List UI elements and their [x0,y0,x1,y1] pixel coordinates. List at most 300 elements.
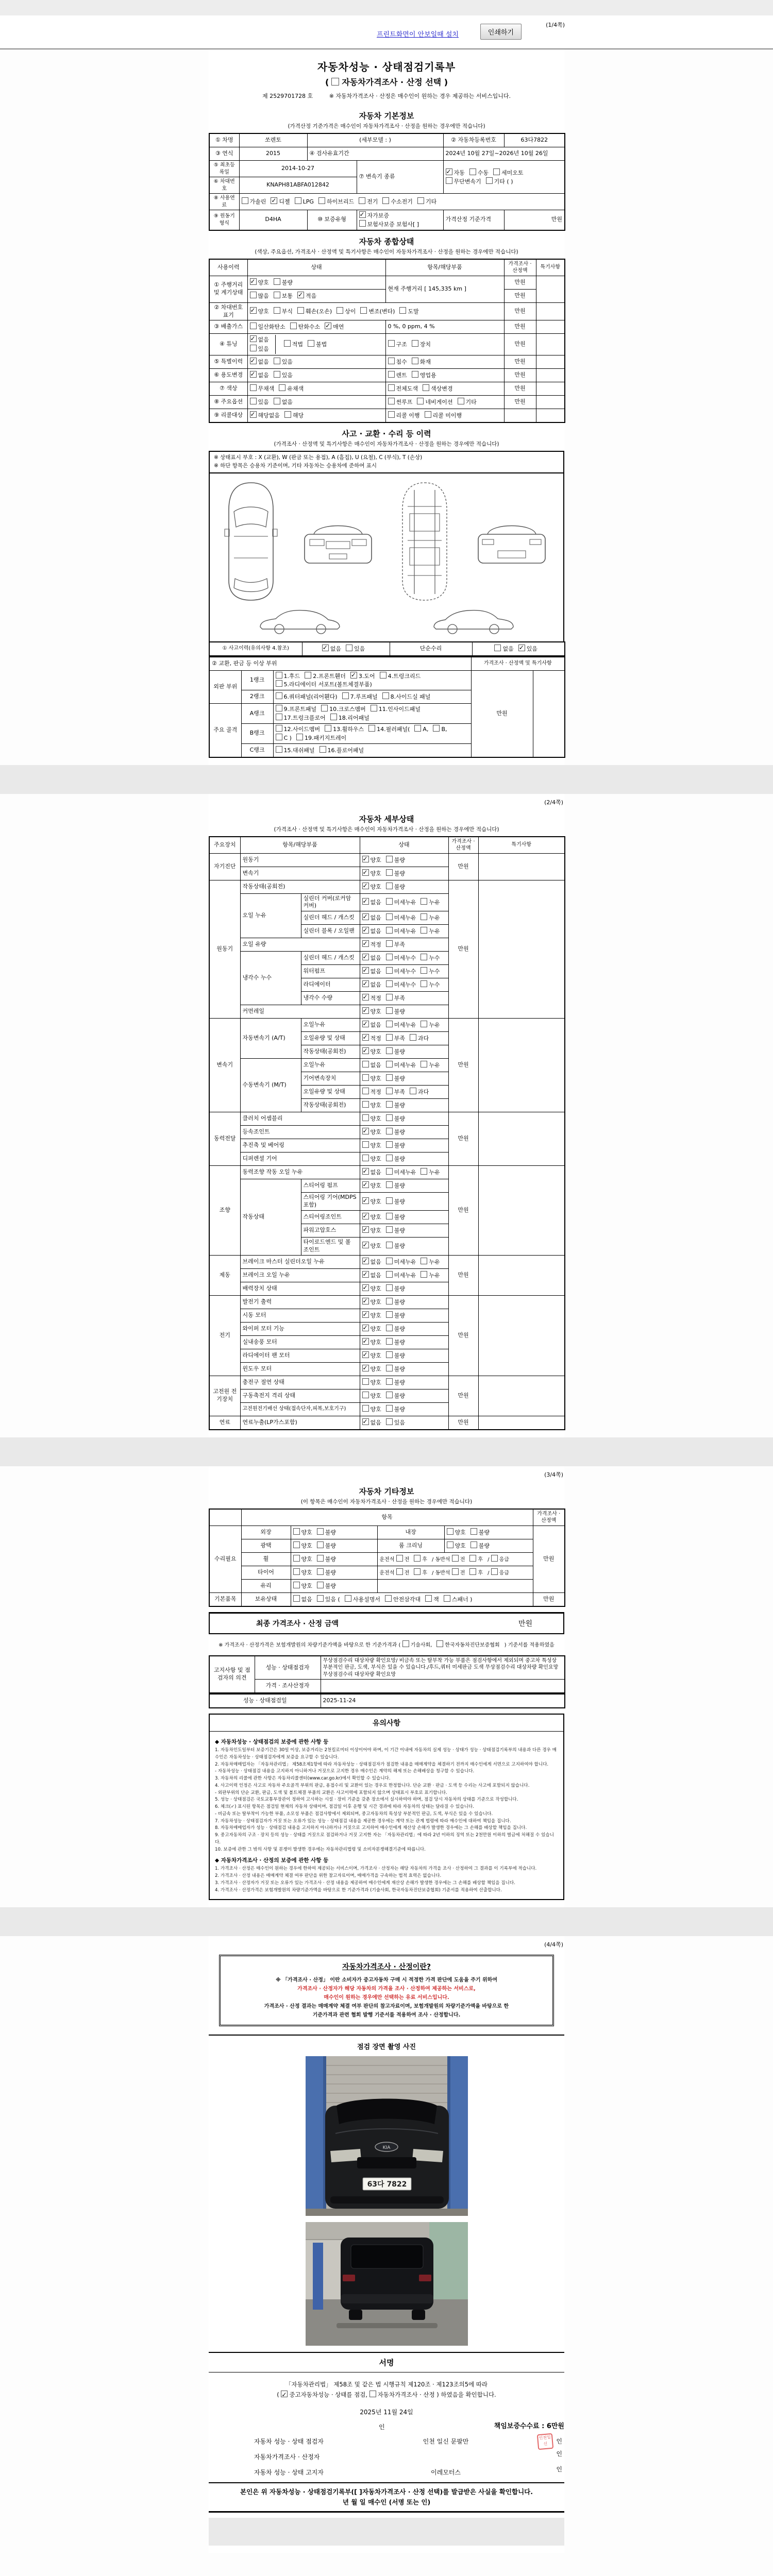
checkbox-option [396,1555,410,1564]
checkbox[interactable] [250,278,257,285]
checkbox-option [469,168,489,177]
checkbox-option [276,734,292,742]
checkbox[interactable] [290,323,297,329]
checkbox[interactable] [362,1311,369,1318]
checkbox[interactable] [322,645,329,651]
checkbox[interactable] [346,645,352,651]
cell-text: 실린더 블록 / 오일팬 [303,927,355,935]
checkbox[interactable] [458,398,464,404]
checkbox[interactable] [446,168,452,175]
cell-text: 동력조향 작동 오일 누유 [242,1168,303,1176]
checkbox[interactable] [362,1088,369,1094]
checkbox-label: 없음 [330,645,341,652]
checkbox[interactable] [380,672,386,679]
checkbox[interactable] [386,1351,393,1358]
checkbox[interactable] [388,411,395,418]
checkbox[interactable] [362,967,369,974]
checkbox[interactable] [421,913,427,920]
checkbox[interactable] [362,1378,369,1385]
checkbox[interactable] [386,1298,393,1304]
checkbox[interactable] [250,335,257,342]
checkbox[interactable] [317,1568,324,1575]
checkbox[interactable] [386,898,393,905]
checkbox[interactable] [276,692,282,699]
checkbox-option [297,292,316,300]
checkbox[interactable] [362,1298,369,1304]
checkbox[interactable] [421,1258,427,1264]
inspection-date-table [209,1693,564,1708]
checkbox[interactable] [421,1061,427,1067]
checkbox[interactable] [386,1311,393,1318]
table-cell [536,302,565,320]
checkbox[interactable] [447,1541,453,1548]
checkbox[interactable] [362,1155,369,1161]
checkbox[interactable] [421,980,427,987]
checkbox[interactable] [274,398,280,404]
checkbox[interactable] [362,1284,369,1291]
checkbox[interactable] [421,1168,427,1175]
checkbox-cell [247,334,385,355]
checkbox[interactable] [386,1021,393,1027]
checkbox-option [436,1640,499,1649]
checkbox[interactable] [386,1074,393,1081]
checkbox[interactable] [402,1640,409,1647]
checkbox[interactable] [386,1007,393,1014]
table-cell [209,657,471,671]
checkbox[interactable] [250,345,257,351]
checkbox[interactable] [293,1568,300,1575]
checkbox-label: 하이브리드 [326,198,355,206]
cell-text: / [488,1556,491,1563]
checkbox[interactable] [362,1392,369,1398]
checkbox-label: 탄화수소 [298,324,321,331]
checkbox[interactable] [362,869,369,876]
checkbox[interactable] [362,1007,369,1014]
checkbox[interactable] [362,1338,369,1345]
checkbox[interactable] [274,371,280,378]
cell-text: 스티어링 기어(MDPS포함) [303,1194,357,1209]
final-price-label: 최종 가격조사 · 산정 금액 [256,1619,339,1628]
cell-text: 시동 모터 [242,1311,266,1318]
checkbox[interactable] [388,358,395,364]
checkbox-label: 기타 ( ) [494,178,513,185]
checkbox[interactable] [318,197,325,204]
checkbox[interactable] [386,1141,393,1148]
checkbox[interactable] [362,883,369,889]
checkbox[interactable] [362,1114,369,1121]
checkbox-option [346,645,365,653]
checkbox[interactable] [421,927,427,934]
checkbox[interactable] [362,1405,369,1412]
checkbox[interactable] [293,1582,300,1588]
checkbox[interactable] [276,734,282,740]
checkbox[interactable] [386,1365,393,1371]
checkbox[interactable] [360,307,367,314]
table-cell [209,210,239,230]
checkbox[interactable] [386,980,393,987]
checkbox[interactable] [250,411,257,418]
checkbox[interactable] [410,1088,416,1094]
print-button[interactable]: 인쇄하기 [480,24,522,40]
section-note: (색상, 주요옵션, 가격조사 · 산정액 및 특기사항은 매수인이 자동차가격조사 · 산정을 원하는 경우에만 적습니다) [255,248,518,255]
price-basis-note [209,1634,564,1655]
checkbox-cell [360,1099,448,1112]
form-table [209,836,565,1430]
price-survey-checkbox[interactable] [369,2391,376,2397]
checkbox[interactable] [250,323,257,329]
checkbox-option [518,645,537,653]
checkbox[interactable] [386,1213,393,1219]
checkbox[interactable] [386,994,393,1001]
table-cell [240,1005,360,1019]
checkbox[interactable] [469,1555,476,1562]
checkbox[interactable] [396,1555,403,1562]
notice-section [209,1714,564,1900]
checkbox[interactable] [386,1258,393,1264]
checkbox[interactable] [386,1155,393,1161]
checkbox[interactable] [362,1418,369,1425]
checkbox[interactable] [362,940,369,947]
cell-text: 주요장치 [213,841,236,848]
checkbox[interactable] [469,168,476,175]
checkbox[interactable] [362,1271,369,1278]
checkbox[interactable] [436,1640,443,1647]
cell-text: 무상점검수리 대상차량 확인요망/ 비금속 또는 탈부착 가능 부품은 점검사항에서 제외되며 중고차 특성상 부분적인 판금, 도색, 부식은 있을 수 있습니다./후드,쿼터 미세판금 도색 무상점검수리 대상차량 확인요망 무상점검수리 대상차량 확인요망 [323,1657,559,1677]
checkbox[interactable] [386,1128,393,1134]
signature-rows [209,2433,564,2479]
checkbox[interactable] [388,398,395,404]
checkbox[interactable] [295,197,301,204]
checkbox[interactable] [386,1168,393,1175]
checkbox[interactable] [293,1541,300,1548]
checkbox[interactable] [421,1021,427,1027]
checkbox[interactable] [362,913,369,920]
checkbox[interactable] [452,1568,459,1575]
checkbox[interactable] [362,1074,369,1081]
checkbox[interactable] [421,967,427,974]
checkbox[interactable] [386,1284,393,1291]
checkbox[interactable] [491,1555,498,1562]
notice-subheader-1: ◆ 자동차성능 · 상태점검의 보증에 관한 사항 등 [215,1739,329,1745]
checkbox[interactable] [388,340,395,347]
checkbox-label: 기타 [465,399,477,406]
checkbox[interactable] [386,1405,393,1412]
checkbox[interactable] [276,705,282,711]
checkbox[interactable] [518,645,525,651]
checkbox[interactable] [399,307,406,314]
checkbox[interactable] [250,292,257,298]
checkbox-label: 적정 [370,941,381,948]
checkbox[interactable] [388,371,395,378]
checkbox[interactable] [423,384,429,391]
checkbox[interactable] [386,1197,393,1204]
checkbox[interactable] [412,340,418,347]
checkbox[interactable] [359,211,366,218]
price-survey-option-checkbox[interactable] [331,78,339,86]
checkbox[interactable] [274,292,280,298]
checkbox-label: 적정 [370,995,381,1002]
table-cell [533,1592,565,1606]
checkbox[interactable] [276,725,282,732]
checkbox-option [412,358,431,366]
checkbox[interactable] [386,927,393,934]
checkbox[interactable] [421,1271,427,1278]
checkbox-label: 없음 [281,399,293,406]
checkbox[interactable] [382,692,389,699]
checkbox[interactable] [414,725,421,732]
checkbox[interactable] [362,1047,369,1054]
checkbox[interactable] [386,1101,393,1108]
checkbox[interactable] [385,1595,392,1602]
checkbox[interactable] [362,1197,369,1204]
checkbox[interactable] [386,1114,393,1121]
checkbox[interactable] [296,734,303,740]
checkbox[interactable] [386,1242,393,1248]
checkbox-option [362,954,381,962]
checkbox-label: 없음 [370,1419,381,1426]
checkbox-option [362,1405,381,1414]
checkbox[interactable] [362,1351,369,1358]
checkbox[interactable] [417,398,424,404]
law-line-1: 「자동차관리법」 제58조 및 같은 법 시행규칙 제120조 · 제123조의5에 따라 [285,2381,488,2388]
checkbox[interactable] [446,177,452,184]
checkbox-option [380,672,421,681]
checkbox[interactable] [317,1541,324,1548]
checkbox[interactable] [417,197,424,204]
checkbox[interactable] [421,954,427,960]
checkbox[interactable] [342,692,349,699]
checkbox[interactable] [386,1418,393,1425]
cell-text: 룸 크리닝 [398,1541,423,1549]
checkbox[interactable] [362,1168,369,1175]
checkbox[interactable] [276,672,282,679]
checkbox[interactable] [386,869,393,876]
checkbox[interactable] [386,1061,393,1067]
buyer-confirmation [209,2482,564,2513]
checkbox[interactable] [362,1325,369,1331]
checkbox[interactable] [250,307,257,314]
checkbox[interactable] [425,1595,432,1602]
checkbox[interactable] [321,705,328,711]
checkbox[interactable] [388,384,395,391]
checkbox-cell [360,1322,448,1335]
checkbox[interactable] [293,1595,300,1602]
checkbox[interactable] [317,1582,324,1588]
checkbox-option [388,340,407,349]
checkbox[interactable] [371,705,377,711]
checkbox[interactable] [470,1528,477,1535]
kia-badge: KIA [382,2145,390,2151]
checkbox[interactable] [274,307,280,314]
checkbox[interactable] [386,1226,393,1233]
checkbox[interactable] [308,340,314,347]
checkbox[interactable] [491,1568,498,1575]
checkbox-option [371,705,421,714]
cell-text: ⑥ 차대번호 [213,179,235,192]
checkbox[interactable] [250,384,257,391]
performance-check-checkbox[interactable] [281,2391,288,2397]
checkbox[interactable] [250,398,257,404]
checkbox[interactable] [386,1271,393,1278]
checkbox[interactable] [279,384,285,391]
checkbox-label: 있음 [394,1419,406,1426]
checkbox[interactable] [284,411,291,418]
checkbox[interactable] [359,220,366,227]
checkbox[interactable] [362,1365,369,1371]
table-cell [240,952,301,1005]
checkbox[interactable] [386,913,393,920]
checkbox[interactable] [325,725,331,732]
checkbox[interactable] [305,672,311,679]
checkbox[interactable] [276,746,282,753]
checkbox-option [386,1226,405,1235]
checkbox[interactable] [362,1128,369,1134]
checkbox[interactable] [386,967,393,974]
checkbox[interactable] [359,197,365,204]
checkbox[interactable] [421,898,427,905]
checkbox[interactable] [444,1595,450,1602]
checkbox[interactable] [362,1101,369,1108]
checkbox-option [386,1088,405,1096]
checkbox[interactable] [386,1181,393,1188]
signature-date: 2025년 11월 24일 [360,2408,413,2416]
checkbox[interactable] [433,725,440,732]
checkbox[interactable] [362,1061,369,1067]
checkbox[interactable] [386,940,393,947]
checkbox-option [470,1541,490,1550]
checkbox[interactable] [325,323,331,329]
checkbox[interactable] [396,1568,403,1575]
checkbox[interactable] [486,177,493,184]
checkbox[interactable] [362,1213,369,1219]
checkbox[interactable] [386,883,393,889]
checkbox[interactable] [284,340,291,347]
checkbox[interactable] [242,197,248,204]
checkbox[interactable] [362,1258,369,1264]
checkbox[interactable] [297,307,304,314]
cell-text: 원동기 [216,945,233,953]
checkbox[interactable] [362,980,369,987]
checkbox-option [320,746,364,755]
checkbox[interactable] [469,1568,476,1575]
checkbox[interactable] [276,714,282,720]
table-cell [241,1509,533,1526]
checkbox[interactable] [412,358,418,364]
table-cell [301,911,360,925]
table-cell [209,194,239,210]
checkbox[interactable] [410,1034,416,1041]
checkbox[interactable] [362,994,369,1001]
checkbox[interactable] [362,1034,369,1041]
checkbox[interactable] [293,1528,300,1535]
install-print-helper-link[interactable]: 프린트화면이 안보일때 설치 [377,31,459,39]
checkbox[interactable] [386,1378,393,1385]
checkbox[interactable] [330,714,337,720]
checkbox[interactable] [293,1555,300,1562]
cell-text: ② 자동차등록번호 [451,137,496,144]
checkbox[interactable] [276,680,282,687]
table-cell [240,1309,360,1322]
table-cell [448,837,478,854]
license-plate: 63다 7822 [367,2180,407,2189]
checkbox[interactable] [386,1392,393,1398]
checkbox[interactable] [386,1338,393,1345]
checkbox-option [317,1541,336,1550]
checkbox[interactable] [386,954,393,960]
law-line-2b: 자동차가격조사 · 산정 ) 하였음을 확인합니다. [377,2391,496,2398]
checkbox[interactable] [297,292,304,298]
checkbox[interactable] [274,278,280,285]
checkbox-label: 불량 [394,1298,406,1306]
checkbox[interactable] [362,1242,369,1248]
seal-word: 인 [379,2423,385,2431]
checkbox[interactable] [250,371,257,378]
checkbox[interactable] [382,197,389,204]
checkbox[interactable] [386,1034,393,1041]
checkbox[interactable] [362,1021,369,1027]
checkbox[interactable] [412,371,418,378]
checkbox[interactable] [368,725,375,732]
checkbox[interactable] [345,1595,351,1602]
checkbox[interactable] [452,1555,459,1562]
checkbox[interactable] [271,197,277,204]
checkbox[interactable] [386,856,393,862]
checkbox[interactable] [447,1528,453,1535]
checkbox[interactable] [317,1528,324,1535]
checkbox[interactable] [337,307,343,314]
checkbox[interactable] [425,411,431,418]
checkbox[interactable] [362,898,369,905]
checkbox[interactable] [362,927,369,934]
checkbox[interactable] [386,1325,393,1331]
checkbox-label: 누수 [429,981,440,989]
table-cell [209,382,247,396]
checkbox[interactable] [362,1181,369,1188]
cell-text: 구동축전지 격리 상태 [242,1392,296,1399]
checkbox[interactable] [362,1141,369,1148]
checkbox[interactable] [414,1568,421,1575]
checkbox[interactable] [386,1047,393,1054]
car-diagram-side-left [256,605,344,635]
table-cell [448,1019,478,1112]
checkbox[interactable] [250,358,257,364]
checkbox[interactable] [493,168,500,175]
checkbox-label: 무채색 [258,385,275,393]
checkbox[interactable] [320,746,326,753]
checkbox[interactable] [386,1088,393,1094]
checkbox-option [386,1213,405,1222]
checkbox[interactable] [317,1595,324,1602]
checkbox[interactable] [362,954,369,960]
checkbox[interactable] [274,358,280,364]
page-marker-4: (4/4쪽) [544,1941,563,1948]
checkbox[interactable] [494,645,501,651]
checkbox[interactable] [362,856,369,862]
checkbox[interactable] [414,1555,421,1562]
cell-text: 쏘렌토 [265,137,281,144]
checkbox[interactable] [317,1555,324,1562]
checkbox-label: 미세누수 [394,981,416,989]
checkbox[interactable] [470,1541,477,1548]
table-cell [448,853,478,880]
checkbox[interactable] [350,672,357,679]
checkbox[interactable] [362,1226,369,1233]
table-cell [504,409,536,423]
table-cell [443,133,504,147]
text-line: 가격조사 · 산정 결과는 매매계약 체결 여부 판단의 참고자료이며, 보험개발원의 차량기준가액을 바탕으로 한 [264,2004,509,2010]
checkbox-cell [360,1193,448,1211]
table-cell [536,334,565,355]
